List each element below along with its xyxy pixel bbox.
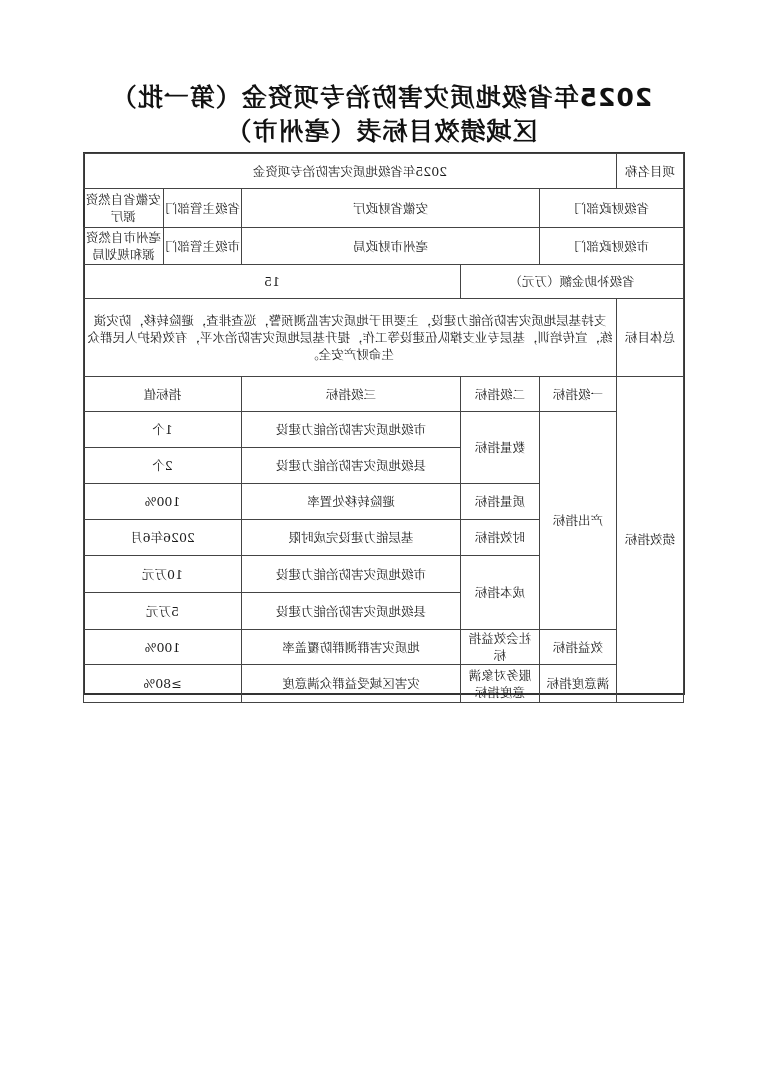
level1-satisfaction: 满意度指标: [540, 665, 617, 703]
row-indicator-header: [84, 377, 684, 412]
subsidy-value: 15: [84, 265, 461, 299]
level1-output: 产出指标: [540, 412, 617, 630]
row-overall-goal: [84, 299, 684, 377]
value-cell: 2026年6月: [84, 520, 242, 556]
provincial-finance-label: 省级财政部门: [540, 189, 684, 228]
city-finance-value: 亳州市财政局: [242, 228, 540, 265]
perf-indicator-label: 绩效指标: [617, 377, 684, 703]
col-header-level2: 二级指标: [461, 377, 540, 412]
table-row: [84, 630, 684, 665]
indicator-cell: 地质灾害群测群防覆盖率: [242, 630, 461, 665]
value-cell: ≥80%: [84, 665, 242, 703]
value-cell: 1个: [84, 412, 242, 448]
table-row: [84, 665, 684, 703]
col-header-value: 指标值: [84, 377, 242, 412]
overall-goal-label: 总体目标: [617, 299, 684, 377]
city-competent-label: 市级主管部门: [163, 228, 241, 264]
level2-service: 服务对象满意度指标: [461, 665, 540, 703]
indicator-cell: 灾害区域受益群众满意度: [242, 665, 461, 703]
document-title-line1: 2025年省级地质灾害防治专项资金（第一批）: [110, 83, 653, 112]
provincial-competent-label: 省级主管部门: [163, 189, 241, 227]
provincial-competent-value: 安徽省自然资源厅: [85, 192, 161, 224]
value-cell: 10万元: [84, 556, 242, 593]
subsidy-label: 省级补助金额（万元）: [461, 265, 684, 299]
provincial-competent-cell: [84, 189, 242, 228]
provincial-finance-value: 安徽省财政厅: [242, 189, 540, 228]
indicator-cell: 避险转移处置率: [242, 484, 461, 520]
project-name-label: 项目名称: [617, 154, 684, 189]
value-cell: 100%: [84, 630, 242, 665]
level2-cost: 成本指标: [461, 556, 540, 630]
level2-social: 社会效益指标: [461, 630, 540, 665]
indicator-cell: 基层能力建设完成时限: [242, 520, 461, 556]
project-name-value: 2025年省级地质灾害防治专项资金: [84, 154, 617, 189]
level2-quantity: 数量指标: [461, 412, 540, 484]
level1-benefit: 效益指标: [540, 630, 617, 665]
row-provincial-departments: [84, 189, 684, 228]
overall-goal-text: 支持基层地质灾害防治能力建设，主要用于地质灾害监测预警，巡查排查，避险转移，防灾演练，宣传培训，基层专业支撑队伍建设等工作，提升基层地质灾害防治水平，有效保护人民群众生命财产安全。: [84, 299, 617, 377]
city-competent-cell: [84, 228, 242, 265]
level2-time: 时效指标: [461, 520, 540, 556]
indicator-cell: 市级地质灾害防治能力建设: [242, 412, 461, 448]
row-project-name: [84, 154, 684, 189]
city-competent-value: 亳州市自然资源和规划局: [86, 230, 162, 262]
row-subsidy: [84, 265, 684, 299]
col-header-level3: 三级指标: [242, 377, 461, 412]
city-finance-label: 市级财政部门: [540, 228, 684, 265]
level2-quality: 质量指标: [461, 484, 540, 520]
performance-target-table: [83, 153, 684, 703]
value-cell: 100%: [84, 484, 242, 520]
value-cell: 2个: [84, 448, 242, 484]
row-city-departments: [84, 228, 684, 265]
indicator-cell: 县级地质灾害防治能力建设: [242, 593, 461, 630]
indicator-cell: 市级地质灾害防治能力建设: [242, 556, 461, 593]
col-header-level1: 一级指标: [540, 377, 617, 412]
indicator-cell: 县级地质灾害防治能力建设: [242, 448, 461, 484]
table-row: [84, 412, 684, 448]
document-title-line2: 区域绩效目标表（亳州市）: [225, 117, 538, 146]
value-cell: 5万元: [84, 593, 242, 630]
